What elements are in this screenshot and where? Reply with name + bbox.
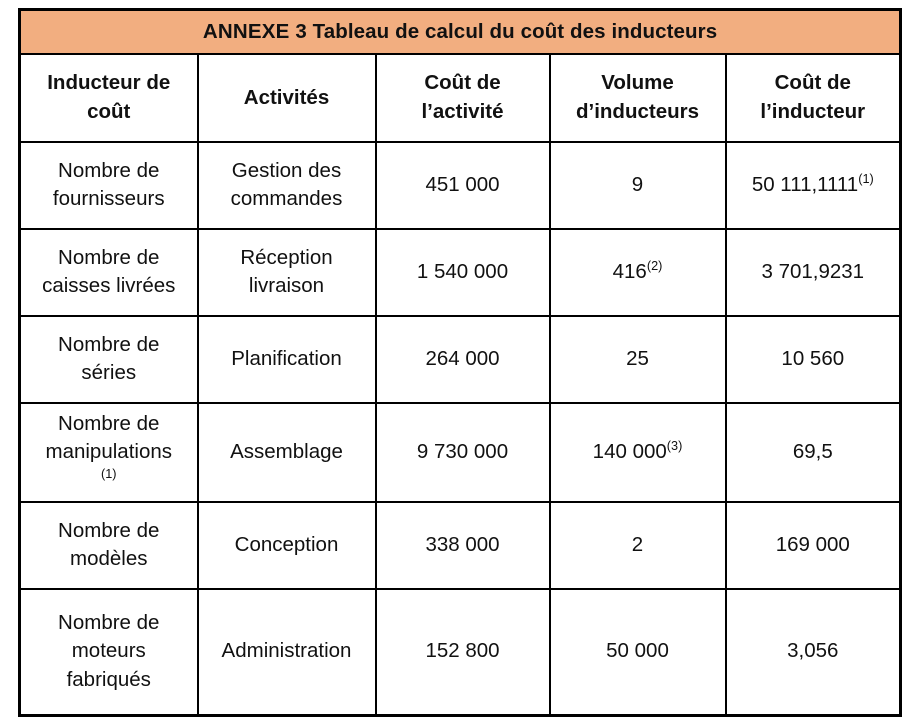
cell-cout-inducteur — [726, 316, 901, 403]
column-header-line-1: Coût de — [424, 71, 501, 95]
column-header-line-2: coût — [87, 99, 131, 123]
cell-inducteur-de-cout — [20, 316, 198, 403]
cell-value: 3 701,9231 — [761, 260, 865, 284]
cell-activite — [198, 403, 376, 502]
column-header-cout-de-lactivite — [376, 54, 550, 142]
cell-line-2: commandes — [230, 187, 343, 211]
cell-cout-inducteur — [726, 502, 901, 589]
cell-inducteur-de-cout — [20, 502, 198, 589]
cell-line-1: Gestion des — [231, 158, 342, 182]
cell-line-1: Nombre de — [58, 245, 160, 269]
cell-value: 50 000 — [606, 639, 669, 663]
table-row — [20, 229, 901, 316]
cell-value: 169 000 — [775, 532, 850, 556]
annexe-subtitle: Tableau de calcul du coût des inducteurs — [312, 20, 718, 43]
cell-cout-inducteur — [726, 229, 901, 316]
column-header-line-2: l’activité — [421, 99, 504, 123]
footnote-marker: (2) — [646, 258, 663, 274]
column-header-inducteur-de-cout — [20, 54, 198, 142]
cell-activite — [198, 142, 376, 229]
cell-cout-activite: 338 000 — [376, 502, 550, 589]
cell-value: 69,5 — [792, 440, 833, 463]
table-row — [20, 403, 901, 502]
cell-cout-inducteur — [726, 403, 901, 502]
cell-volume-inducteurs — [550, 403, 726, 502]
cell-line-2: moteurs — [71, 639, 146, 663]
column-header-row — [20, 54, 901, 142]
cell-value: 2 — [631, 532, 644, 556]
cell-value: 416 — [612, 260, 647, 284]
cell-activite — [198, 316, 376, 403]
column-header-line-1: Inducteur de — [47, 71, 171, 95]
cell-line-1: Réception — [240, 245, 333, 269]
cell-cout-inducteur — [726, 142, 901, 229]
cell-value: 25 — [626, 347, 649, 371]
cell-value: 3,056 — [787, 639, 839, 663]
table-body — [20, 142, 901, 715]
column-header-volume-dinducteurs — [550, 54, 726, 142]
column-header-line-2: l’inducteur — [760, 99, 866, 123]
column-header-line-1: Coût de — [774, 71, 851, 95]
column-header-line-1: Activités — [243, 85, 330, 109]
table-row — [20, 316, 901, 403]
cell-line-1: Nombre de — [58, 332, 160, 356]
cell-line-1: Assemblage — [230, 440, 343, 463]
cell-line-2: livraison — [248, 274, 325, 298]
table-row — [20, 502, 901, 589]
cell-line-1: Planification — [231, 347, 342, 371]
cell-activite — [198, 502, 376, 589]
cell-volume-inducteurs — [550, 142, 726, 229]
annexe-banner — [20, 10, 901, 54]
cell-line-2: caisses livrées — [42, 274, 176, 298]
cell-volume-inducteurs — [550, 502, 726, 589]
cell-inducteur-de-cout — [20, 403, 198, 502]
cell-line-2: séries — [81, 361, 137, 385]
footnote-marker: (1) — [100, 466, 117, 482]
cell-line-1: Administration — [221, 639, 352, 663]
table-row — [20, 589, 901, 716]
cell-cout-activite: 1 540 000 — [376, 229, 550, 316]
cell-inducteur-de-cout — [20, 142, 198, 229]
cell-cout-activite: 264 000 — [376, 316, 550, 403]
cell-value: 50 111,1111 — [751, 173, 859, 197]
column-header-activites — [198, 54, 376, 142]
cell-volume-inducteurs — [550, 229, 726, 316]
cell-line-1: Nombre de — [58, 158, 160, 182]
cell-line-2-text: manipulations — [45, 440, 172, 463]
column-header-line-2: d’inducteurs — [575, 99, 699, 123]
footnote-marker: (1) — [858, 171, 874, 187]
cell-inducteur-de-cout — [20, 229, 198, 316]
cell-cout-activite: 9 730 000 — [376, 403, 550, 502]
table-head — [20, 10, 901, 142]
table-row — [20, 142, 901, 229]
cell-volume-inducteurs — [550, 316, 726, 403]
cell-line-1: Conception — [234, 532, 339, 556]
cell-line-1: Nombre de — [58, 611, 160, 635]
cell-line-2: fournisseurs — [52, 187, 165, 211]
cell-line-1: Nombre de — [58, 411, 160, 435]
banner-row — [20, 10, 901, 54]
cell-volume-inducteurs — [550, 589, 726, 716]
cell-line-1: Nombre de — [58, 518, 160, 542]
cell-activite — [198, 589, 376, 716]
cell-value: 9 — [631, 173, 644, 197]
cell-value: 140 000 — [592, 440, 667, 463]
column-header-line-1: Volume — [601, 71, 674, 95]
cell-line-2: modèles — [70, 547, 148, 571]
cell-cout-activite: 152 800 — [376, 589, 550, 716]
inducteur-cost-table — [18, 8, 902, 717]
footnote-marker: (3) — [666, 438, 683, 454]
cell-line-2 — [27, 438, 191, 495]
cell-activite — [198, 229, 376, 316]
cell-inducteur-de-cout — [20, 589, 198, 716]
cell-value: 10 560 — [781, 347, 845, 371]
column-header-cout-de-linducteur — [726, 54, 901, 142]
cell-cout-inducteur — [726, 589, 901, 716]
cell-cout-activite: 451 000 — [376, 142, 550, 229]
annexe-title: ANNEXE 3 — [202, 20, 307, 43]
cell-line-3: fabriqués — [66, 667, 151, 691]
